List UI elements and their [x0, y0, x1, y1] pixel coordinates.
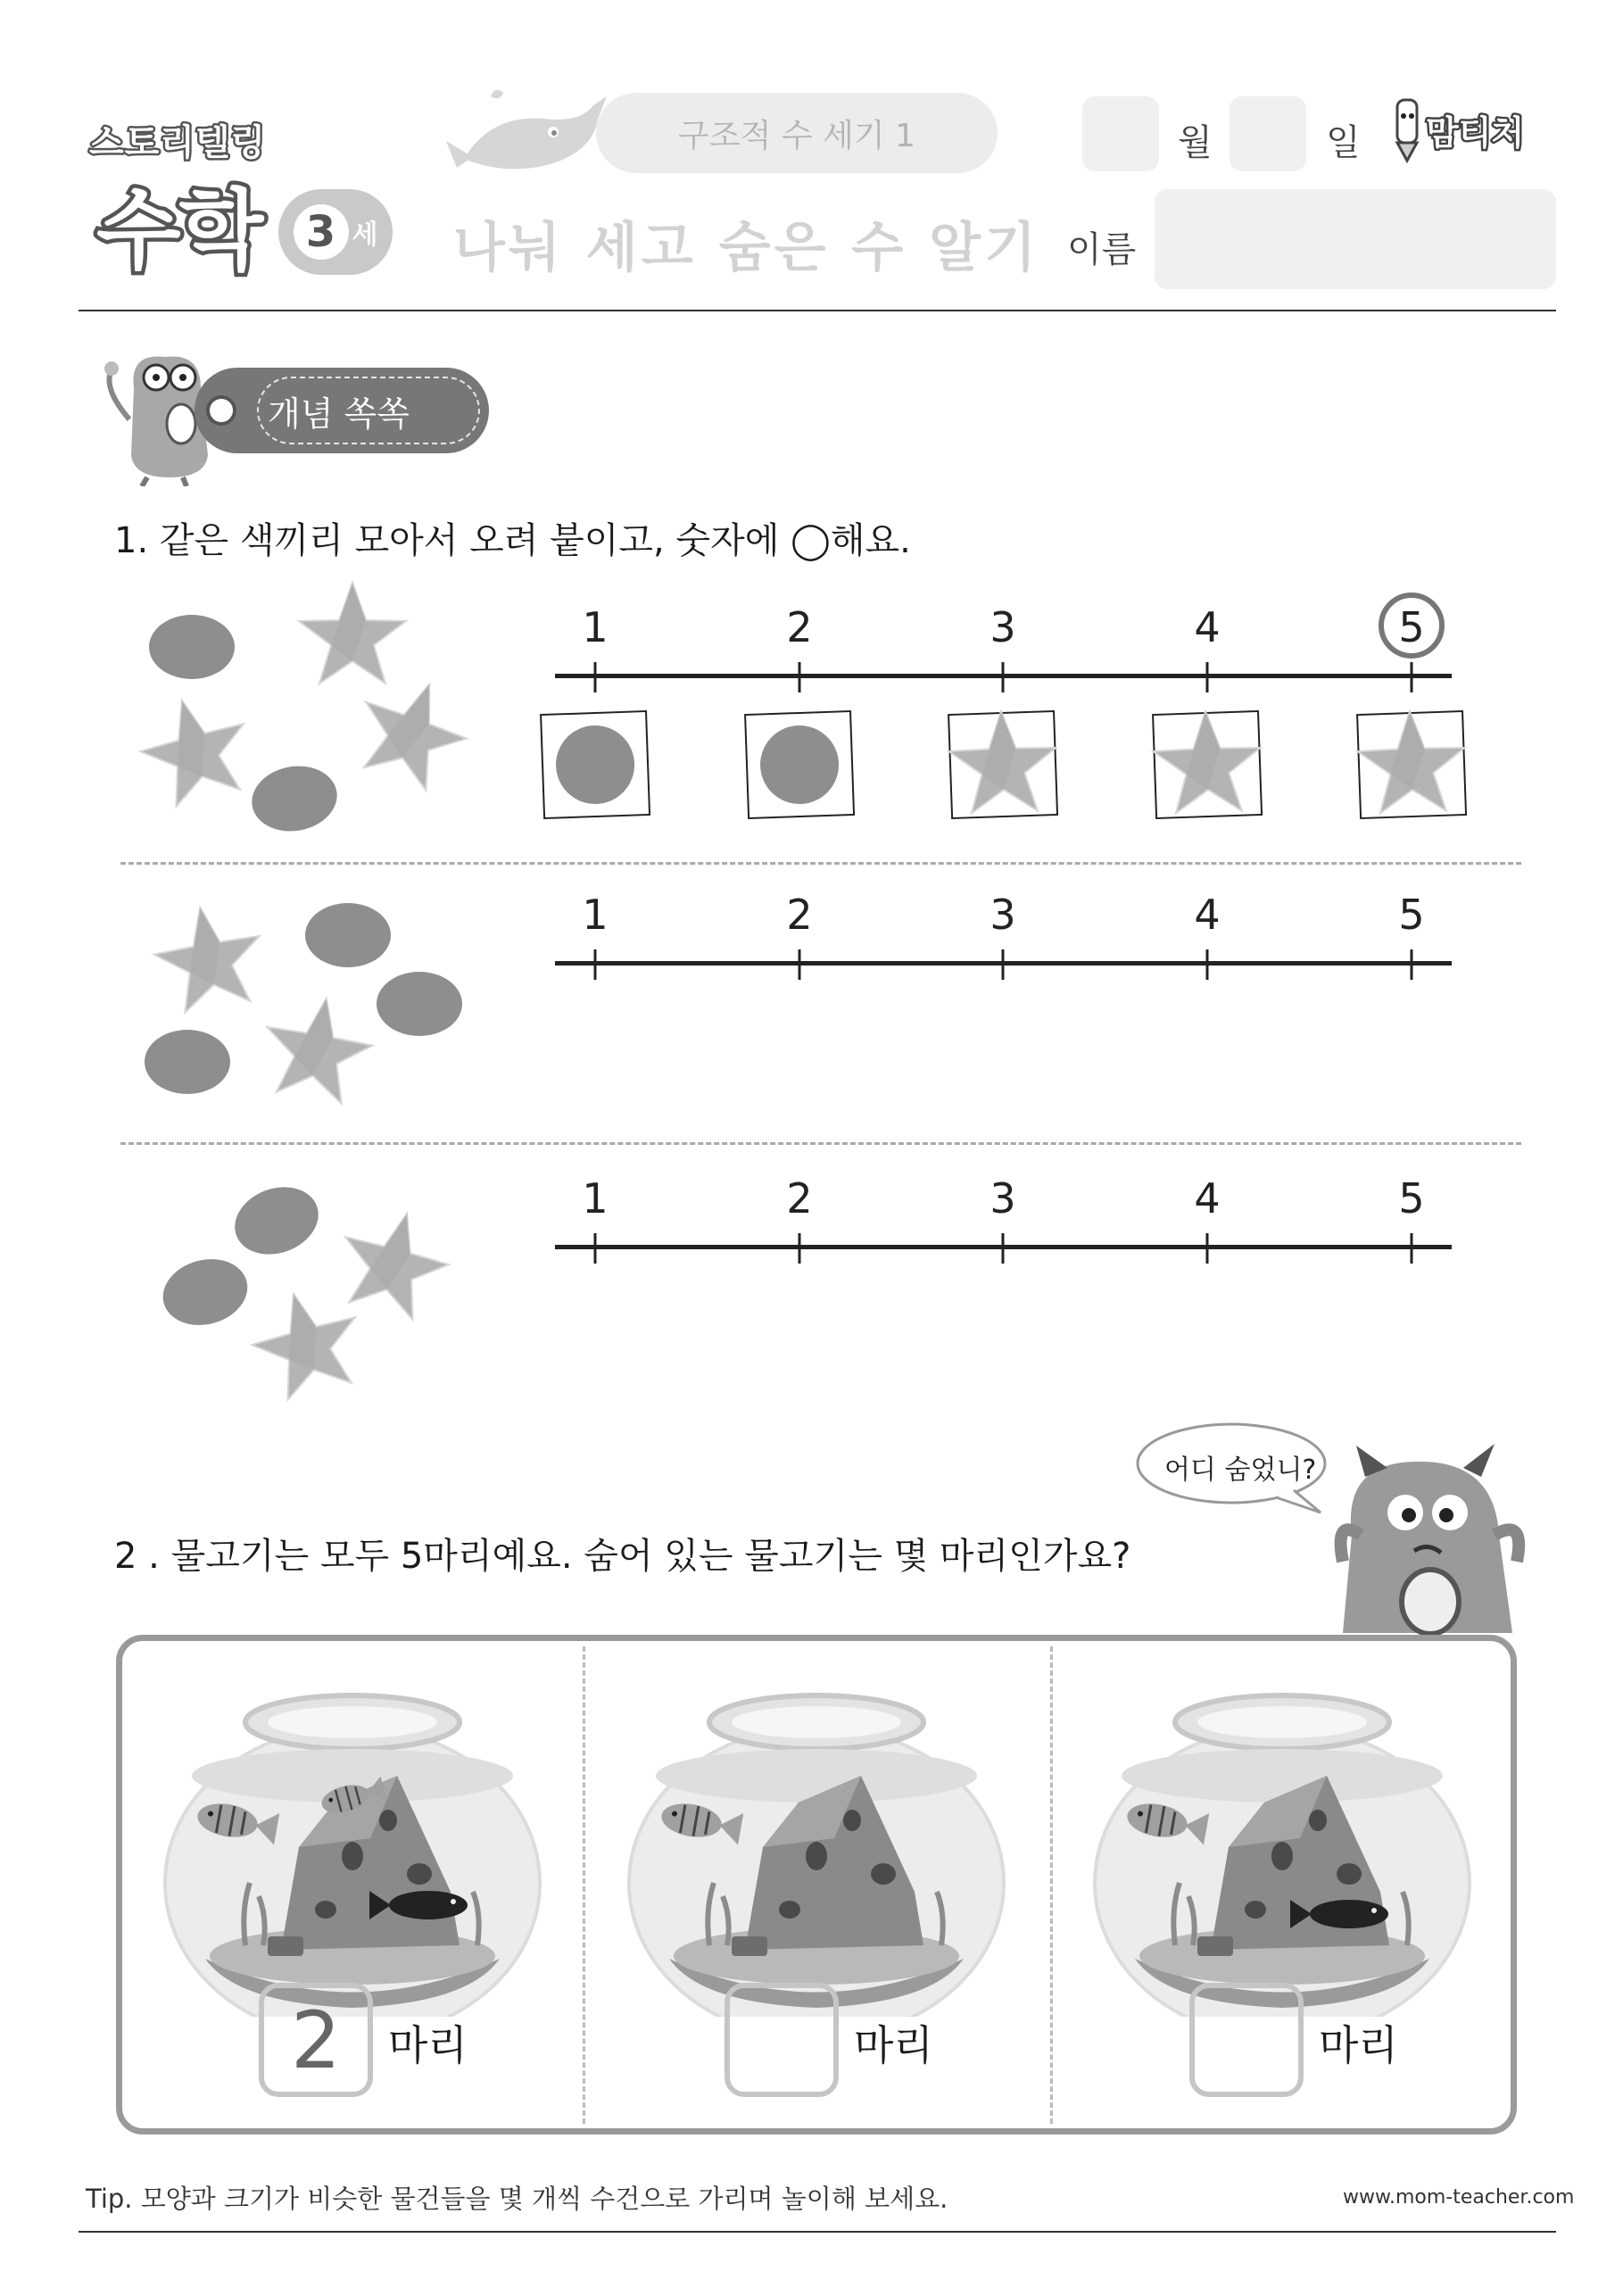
- age-unit: 세: [352, 220, 378, 251]
- number-label[interactable]: 3: [990, 891, 1016, 939]
- monster-mascot-icon: [1334, 1428, 1530, 1642]
- name-label: 이름: [1067, 229, 1137, 270]
- magnifier-icon: [203, 393, 243, 432]
- number-label[interactable]: 4: [1194, 891, 1221, 939]
- number-label[interactable]: 3: [990, 1174, 1016, 1223]
- day-label: 일: [1326, 122, 1361, 163]
- number-label[interactable]: 2: [786, 1174, 813, 1223]
- concept-badge: 개념 쏙쏙: [195, 368, 489, 453]
- fishbowl-2: [625, 1678, 1008, 2017]
- answer-box-1[interactable]: 2: [259, 1983, 373, 2097]
- panel-divider: [1050, 1646, 1053, 2124]
- oval-shape: [246, 759, 342, 838]
- series-label: 구조적 수 세기 1: [596, 93, 998, 173]
- number-label[interactable]: 1: [582, 603, 609, 651]
- number-label[interactable]: 3: [990, 603, 1016, 651]
- fishbowl-3: [1090, 1678, 1474, 2017]
- star-shape: [256, 990, 379, 1107]
- answer-box-2[interactable]: [725, 1983, 839, 2097]
- page-title: 나눠 세고 숨은 수 알기: [453, 217, 1040, 279]
- number-label[interactable]: 1: [582, 1174, 609, 1223]
- answer-box-3[interactable]: [1189, 1983, 1304, 2097]
- speech-text: 어디 숨었니?: [1164, 1455, 1317, 1486]
- star-shape: [299, 583, 406, 684]
- age-badge: [278, 189, 393, 275]
- pencil-mascot-icon: [1388, 93, 1426, 164]
- logo-subject: 수학: [96, 180, 262, 282]
- tip-text: Tip. 모양과 크기가 비슷한 물건들을 몇 개씩 수건으로 가리며 놀이해 보세요.: [86, 2184, 948, 2214]
- oval-shape: [226, 1176, 328, 1265]
- number-label[interactable]: 1: [582, 891, 609, 939]
- number-label[interactable]: 2: [786, 891, 813, 939]
- panel-divider: [583, 1646, 585, 2124]
- oval-shape: [155, 1250, 254, 1334]
- site-url[interactable]: www.mom-teacher.com: [1343, 2186, 1575, 2209]
- star-shape: [147, 899, 270, 1016]
- ticks-row-3: [555, 1233, 1452, 1264]
- number-label-circled[interactable]: 5: [1398, 603, 1425, 651]
- unit-label: 마리: [388, 2021, 468, 2069]
- header-divider: [79, 310, 1556, 311]
- star-shape: [130, 687, 260, 812]
- number-label[interactable]: 4: [1194, 1174, 1221, 1223]
- oval-shape: [305, 903, 391, 967]
- shape-group-row-2: [125, 883, 482, 1115]
- answer-circle-mark: [1379, 593, 1445, 659]
- question-1-prompt: 1. 같은 색끼리 모아서 오려 붙이고, 숫자에 ◯해요.: [114, 520, 911, 561]
- logo-series-name: 스토리텔링: [89, 122, 267, 163]
- row-divider: [120, 862, 1521, 865]
- footer-divider: [79, 2231, 1556, 2233]
- oval-shape: [145, 1030, 230, 1094]
- oval-shape: [377, 972, 462, 1036]
- shape-group-row-3: [125, 1169, 482, 1410]
- age-number: 3: [294, 204, 349, 260]
- brand-logo-text: 맘티처: [1426, 113, 1525, 153]
- pasted-shape-cards: [539, 709, 1476, 821]
- unit-label: 마리: [1319, 2021, 1398, 2069]
- unit-label: 마리: [854, 2021, 933, 2069]
- narwhal-icon: [437, 79, 616, 195]
- shape-group-row-1: [125, 571, 482, 848]
- question-2-prompt: 2 . 물고기는 모두 5마리예요. 숨어 있는 물고기는 몇 마리인가요?: [114, 1536, 1131, 1577]
- number-label[interactable]: 2: [786, 603, 813, 651]
- month-label: 월: [1178, 122, 1213, 163]
- star-shape: [329, 1200, 459, 1325]
- day-field[interactable]: [1230, 96, 1306, 171]
- month-field[interactable]: [1082, 96, 1159, 171]
- name-field[interactable]: [1155, 189, 1556, 289]
- star-shape: [344, 666, 479, 797]
- number-label[interactable]: 5: [1398, 1174, 1425, 1223]
- number-label[interactable]: 5: [1398, 891, 1425, 939]
- number-label[interactable]: 4: [1194, 603, 1221, 651]
- row-divider: [120, 1142, 1521, 1145]
- oval-shape: [149, 615, 235, 679]
- ticks-row-1: [555, 662, 1452, 692]
- fishbowl-1: [161, 1678, 544, 2017]
- ticks-row-2: [555, 949, 1452, 980]
